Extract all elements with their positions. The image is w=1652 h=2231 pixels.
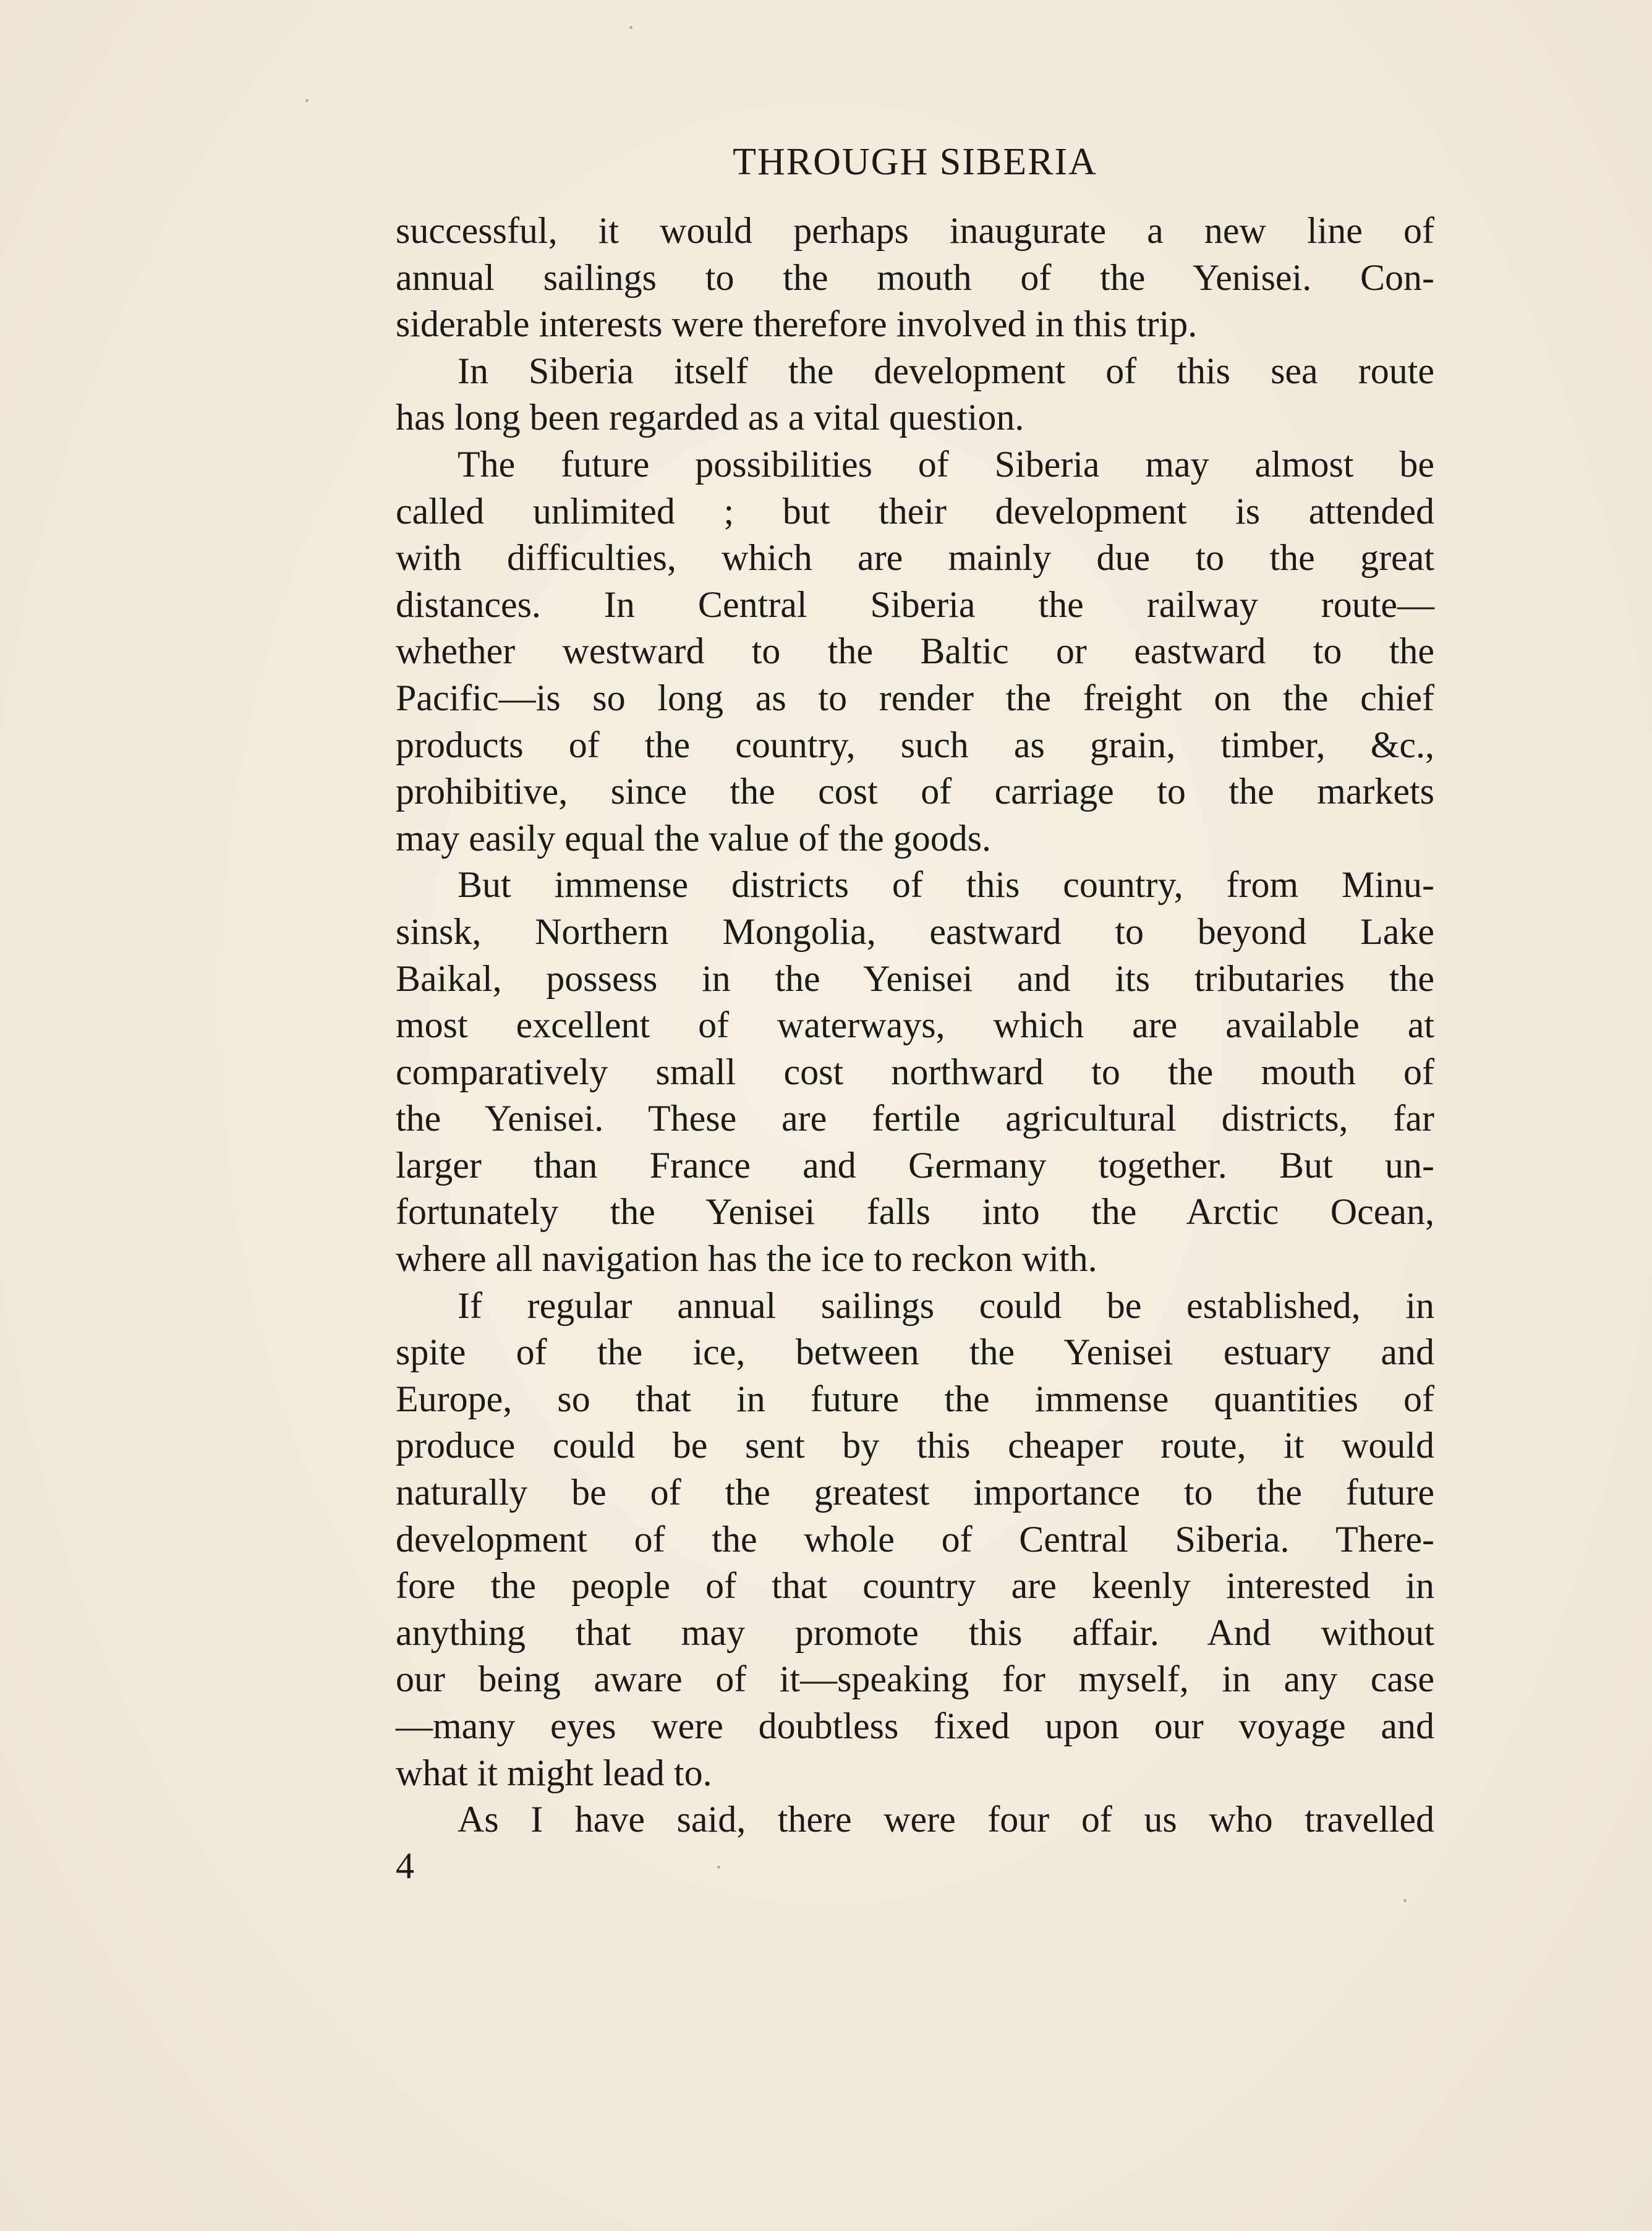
paper-speck — [1403, 1899, 1407, 1902]
body-text — [396, 208, 1434, 1843]
text-line: fortunately the Yenisei falls into the Arctic Ocean, — [396, 1191, 1434, 1233]
text-line: The future possibilities of Siberia may almost be — [458, 443, 1434, 485]
text-line: where all navigation has the ice to reckon with. — [396, 1238, 1097, 1280]
text-line: As I have said, there were four of us who travelled — [458, 1799, 1434, 1840]
page-number: 4 — [396, 1845, 414, 1886]
paragraph — [396, 348, 1434, 441]
paper-speck — [305, 99, 309, 102]
running-head: THROUGH SIBERIA — [733, 141, 1097, 183]
text-line: If regular annual sailings could be established, in — [458, 1285, 1434, 1326]
text-line: development of the whole of Central Siberia. There- — [396, 1518, 1434, 1560]
text-line: In Siberia itself the development of this sea route — [458, 350, 1434, 391]
paragraph — [396, 1283, 1434, 1797]
text-line: whether westward to the Baltic or eastward to the — [396, 631, 1434, 672]
text-line: most excellent of waterways, which are available at — [396, 1005, 1434, 1046]
paragraph — [396, 862, 1434, 1282]
text-line: produce could be sent by this cheaper route, it would — [396, 1425, 1434, 1466]
text-line: called unlimited ; but their development is attended — [396, 490, 1434, 532]
text-line: anything that may promote this affair. And without — [396, 1612, 1434, 1653]
paragraph — [396, 441, 1434, 862]
text-line: may easily equal the value of the goods. — [396, 817, 992, 859]
text-line: distances. In Central Siberia the railway route— — [396, 584, 1434, 625]
text-line: comparatively small cost northward to the mouth of — [396, 1051, 1434, 1092]
paragraph — [396, 208, 1434, 348]
text-line: successful, it would perhaps inaugurate a new line of — [396, 210, 1434, 251]
text-line: with difficulties, which are mainly due to the great — [396, 537, 1434, 579]
text-line: fore the people of that country are keenly interested in — [396, 1565, 1434, 1607]
text-line: our being aware of it—speaking for myself, in any case — [396, 1659, 1434, 1700]
text-line: naturally be of the greatest importance to the future — [396, 1472, 1434, 1513]
paragraph — [396, 1796, 1434, 1843]
text-line: Europe, so that in future the immense quantities of — [396, 1378, 1434, 1419]
text-line: annual sailings to the mouth of the Yenisei. Con- — [396, 257, 1434, 298]
text-line: larger than France and Germany together. But un- — [396, 1144, 1434, 1186]
text-line: what it might lead to. — [396, 1752, 712, 1793]
paper-speck — [629, 26, 632, 29]
text-line: the Yenisei. These are fertile agricultural districts, far — [396, 1098, 1434, 1139]
text-line: Pacific—is so long as to render the freight on the chief — [396, 677, 1434, 718]
text-line: prohibitive, since the cost of carriage to the markets — [396, 771, 1434, 812]
text-line: products of the country, such as grain, timber, &c., — [396, 724, 1434, 765]
text-line: has long been regarded as a vital question. — [396, 397, 1024, 438]
text-line: —many eyes were doubtless fixed upon our voyage and — [396, 1706, 1434, 1746]
text-line: siderable interests were therefore involved in this trip. — [396, 304, 1198, 345]
text-line: But immense districts of this country, from Minu- — [458, 864, 1434, 906]
paper-speck — [717, 1866, 720, 1869]
text-line: spite of the ice, between the Yenisei estuary and — [396, 1332, 1434, 1373]
text-line: Baikal, possess in the Yenisei and its tributaries the — [396, 958, 1434, 999]
text-line: sinsk, Northern Mongolia, eastward to beyond Lake — [396, 911, 1434, 952]
